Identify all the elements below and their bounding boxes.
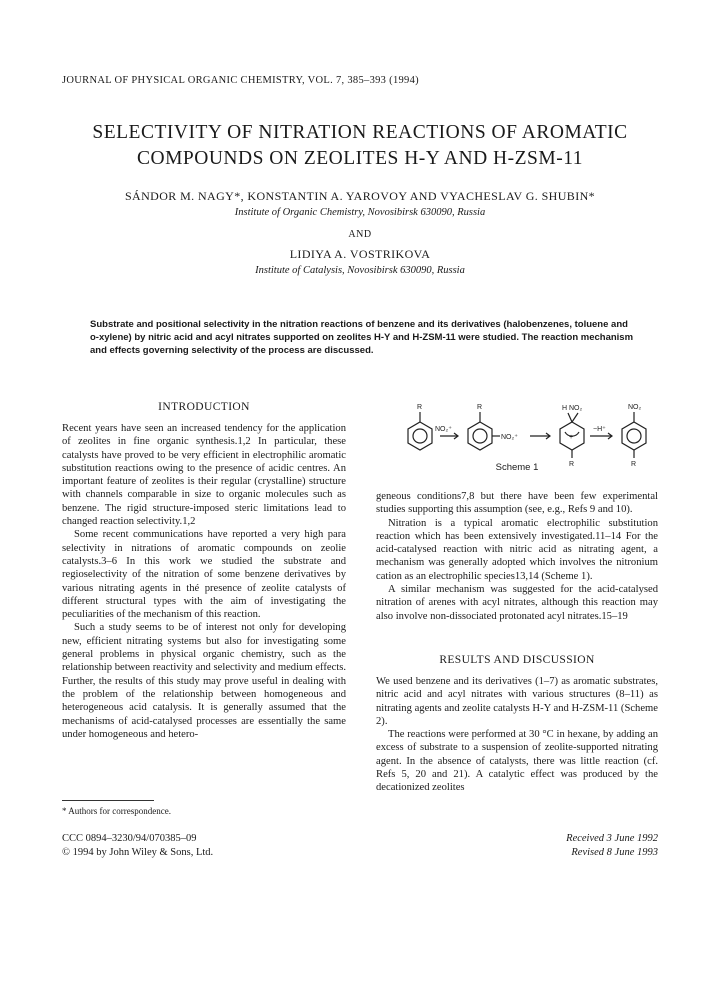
right-paragraph-1: geneous conditions7,8 but there have been few experimental studies supporting this assumption (see, e.g., Refs 9 and 10). — [376, 491, 658, 516]
intro-paragraph-1: Recent years have seen an increased tendency for the application of zeolites in fine organic synthesis.1,2 In particular, these catalysts have proved to be very efficient in electrophilic aromatic substitution reactions owing to the presence of acidic centres. An important feature of zeolites is their regular (crystalline) structure with channels comparable in size to organic molecules such as benzene. The rigid structure-imposed steric limitations lead to changed reaction selectivity.1,2 — [62, 423, 346, 528]
right-paragraph-3: A similar mechanism was suggested for the acid-catalysed nitration of arenes with acyl nitrates, although this reaction may also involve non-dissociated protonated acyl nitrates.15–19 — [376, 584, 658, 622]
scheme-1-caption: Scheme 1 — [495, 462, 539, 473]
introduction-heading: INTRODUCTION — [158, 401, 250, 413]
minus-h-label: −H⁺ — [593, 426, 606, 433]
plus-label: + — [569, 434, 574, 441]
no2-label: NO₂ — [628, 404, 642, 411]
and-separator: AND — [348, 229, 372, 240]
benzene-ring-2 — [468, 422, 492, 450]
ccc-block — [62, 832, 213, 860]
benzene-ring-4 — [622, 422, 646, 450]
affiliation-2: Institute of Catalysis, Novosibirsk 630090, Russia — [255, 265, 465, 276]
scheme-1-diagram — [390, 400, 660, 470]
r-label-1: R — [417, 404, 423, 411]
intro-paragraph-2: Some recent communications have reported a very high para selectivity in nitrations of aromatic compounds on zeolie catalysts.3–6 In this work we studied the substrate and regioselectivity of the nitration of some benzene derivatives by various nitrating agents in thé presence of zeolite catalysts of different structural types with the aim of investigating the peculiarities of the mechanism of this reaction. — [62, 529, 346, 621]
footnote-rule — [62, 800, 154, 801]
received-block — [500, 832, 658, 860]
paper-title-line-2: COMPOUNDS ON ZEOLITES H-Y AND H-ZSM-11 — [136, 148, 583, 169]
footnote: * Authors for correspondence. — [62, 806, 171, 816]
revised-date: Revised 8 June 1993 — [571, 847, 658, 858]
right-column-bottom — [376, 675, 658, 795]
right-column-top — [376, 490, 658, 623]
benzene-ring-1 — [408, 422, 432, 450]
right-paragraph-2: Nitration is a typical aromatic electrophilic substitution reaction which has been extensively investigated.11–14 For the acid-catalysed reaction with nitric acid as nitrating agent, a mechanism was generally adopted which involves the nitronium cation as an electrophilic species13,14 (Scheme 1). — [376, 517, 658, 582]
results-heading: RESULTS AND DISCUSSION — [439, 654, 595, 666]
r-label-3: R — [569, 461, 575, 468]
r-label-2: R — [477, 404, 483, 411]
results-paragraph-2: The reactions were performed at 30 °C in hexane, by adding an excess of substrate to a suspension of zeolite-supported nitrating agent. In the absence of catalysts, there was little reaction (cf. Refs 5, 20 and 21). A catalytic effect was produced by the decationized zeolites — [376, 729, 658, 794]
ccc-code: CCC 0894–3230/94/070385–09 — [62, 833, 197, 844]
author-list: SÁNDOR M. NAGY*, KONSTANTIN A. YAROVOY AND VYACHESLAV G. SHUBIN* — [124, 189, 596, 203]
results-paragraph-1: We used benzene and its derivatives (1–7) as aromatic substrates, nitric acid and acyl nitrates with various structures (8–11) as nitrating agents and zeolite catalysts H-Y and H-ZSM-11 (Scheme 2). — [376, 676, 658, 727]
paper-title-line-1: SELECTIVITY OF NITRATION REACTIONS OF AROMATIC — [92, 122, 628, 143]
no2-plus-label: NO₂⁺ — [435, 426, 452, 433]
journal-header: JOURNAL OF PHYSICAL ORGANIC CHEMISTRY, VOL. 7, 385–393 (1994) — [62, 75, 419, 86]
no2-plus-label-2: NO₂⁺ — [501, 434, 518, 441]
received-date: Received 3 June 1992 — [566, 833, 658, 844]
abstract: Substrate and positional selectivity in the nitration reactions of benzene and its derivatives (halobenzenes, toluene and o-xylene) by nitric acid and acyl nitrates supported on zeolites H-Y and H-ZSM-11 were studied. The reaction mechanism and effects governing selectivity of the process are discussed. — [90, 319, 634, 356]
intro-paragraph-3: Such a study seems to be of interest not only for developing new, efficient nitrating systems but also for investigating some general problems in physical organic chemistry, such as the relationship between reactivity and selectivity and medium effects. Further, the results of this study may prove useful in dealing with the problem of the relationship between homogeneous and heterogeneous acid catalysis. It is generally assumed that the mechanisms of acid-catalysed processes are essentially the same under homogeneous and hetero- — [62, 622, 346, 740]
h-no2-label: H NO₂ — [562, 405, 583, 412]
affiliation-1: Institute of Organic Chemistry, Novosibirsk 630090, Russia — [234, 207, 486, 218]
left-column — [62, 422, 346, 741]
r-label-4: R — [631, 461, 637, 468]
copyright: © 1994 by John Wiley & Sons, Ltd. — [62, 847, 214, 858]
author-2: LIDIYA A. VOSTRIKOVA — [289, 247, 431, 261]
